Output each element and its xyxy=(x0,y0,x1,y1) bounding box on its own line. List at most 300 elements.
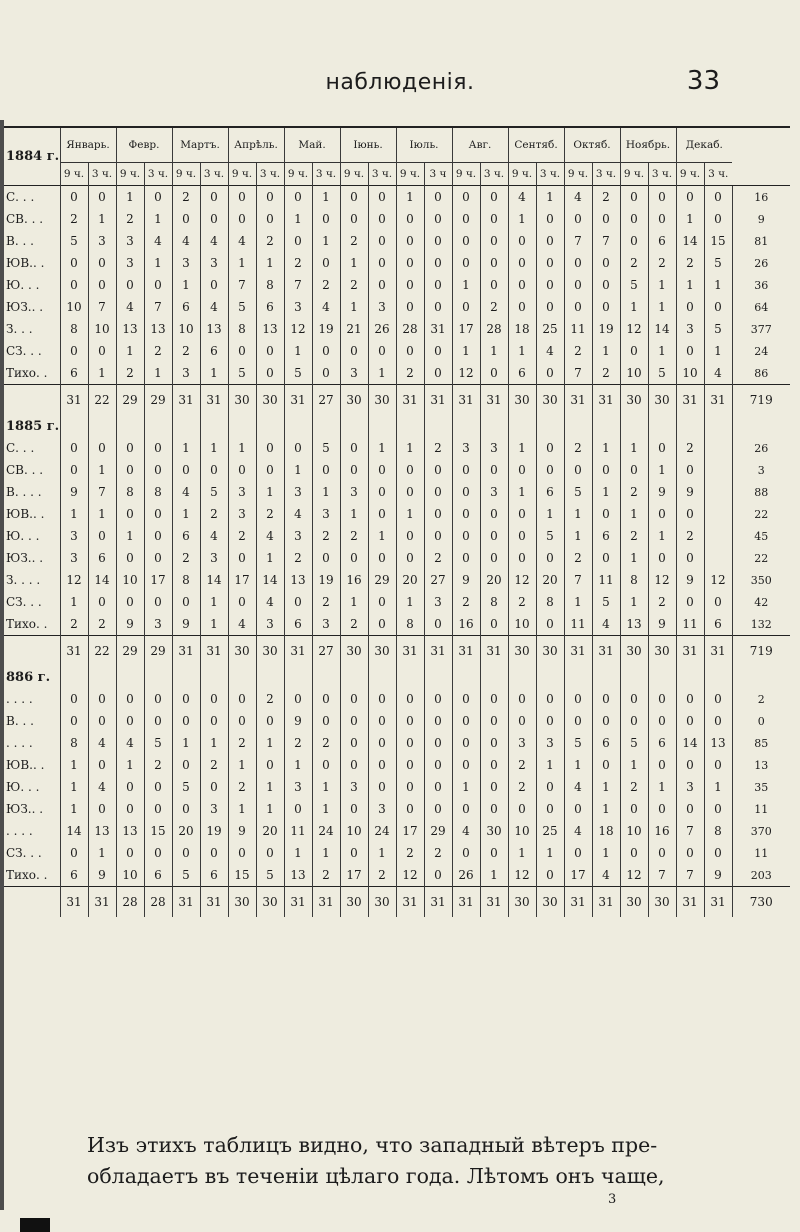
scan-edge-mark xyxy=(20,1218,50,1232)
table-row xyxy=(4,688,790,710)
table-cell: 0 xyxy=(508,230,536,252)
wind-direction-label: СЗ. . . xyxy=(6,846,42,860)
table-cell: 2 xyxy=(144,340,172,362)
table-cell: 17 xyxy=(564,864,592,887)
table-cell: 1 xyxy=(284,208,312,230)
table-cell: 1 xyxy=(648,296,676,318)
table-cell: 25 xyxy=(536,820,564,842)
table-cell: 20 xyxy=(536,569,564,591)
table-cell: 11 xyxy=(676,613,704,636)
table-cell: 0 xyxy=(60,688,88,710)
table-cell: 4 xyxy=(144,230,172,252)
wind-direction-label: ЮВ.. . xyxy=(6,256,45,270)
blank-cell xyxy=(144,666,172,688)
days-count: 31 xyxy=(200,636,228,667)
blank-cell xyxy=(452,415,480,437)
table-cell: 0 xyxy=(256,362,284,385)
table-cell: 6 xyxy=(648,230,676,252)
table-cell: 0 xyxy=(116,274,144,296)
table-cell: 1 xyxy=(508,842,536,864)
table-cell: 0 xyxy=(592,503,620,525)
table-cell: 0 xyxy=(340,710,368,732)
row-total: 11 xyxy=(732,798,790,820)
table-cell: 0 xyxy=(200,459,228,481)
table-cell: 3 xyxy=(340,481,368,503)
hour-header: 3 ч. xyxy=(480,163,508,186)
table-cell: 0 xyxy=(452,186,480,209)
table-cell: 0 xyxy=(256,459,284,481)
table-cell: 9 xyxy=(284,710,312,732)
table-cell: 2 xyxy=(424,437,452,459)
table-cell: 0 xyxy=(592,208,620,230)
table-cell: 12 xyxy=(704,569,732,591)
table-cell: 8 xyxy=(704,820,732,842)
table-cell: 0 xyxy=(424,710,452,732)
table-cell: 7 xyxy=(88,481,116,503)
year-label-row xyxy=(4,415,790,437)
table-cell: 0 xyxy=(88,340,116,362)
blank-cell xyxy=(592,415,620,437)
table-cell: 3 xyxy=(536,732,564,754)
header-blank xyxy=(732,163,790,186)
table-cell: 0 xyxy=(312,754,340,776)
table-cell: 2 xyxy=(396,362,424,385)
table-cell: 17 xyxy=(340,864,368,887)
days-count: 30 xyxy=(340,887,368,918)
table-cell: 0 xyxy=(368,481,396,503)
table-cell: 0 xyxy=(312,252,340,274)
table-cell: 10 xyxy=(88,318,116,340)
table-cell: 1 xyxy=(648,459,676,481)
blank-cell xyxy=(564,415,592,437)
table-cell: 1 xyxy=(60,798,88,820)
table-cell: 0 xyxy=(144,591,172,613)
days-count: 28 xyxy=(116,887,144,918)
table-cell: 4 xyxy=(284,503,312,525)
table-cell: 2 xyxy=(564,340,592,362)
table-cell: 0 xyxy=(172,688,200,710)
table-cell: 5 xyxy=(536,525,564,547)
table-cell: 0 xyxy=(116,503,144,525)
days-count: 31 xyxy=(172,385,200,416)
table-cell: 14 xyxy=(200,569,228,591)
table-cell: 0 xyxy=(564,252,592,274)
table-cell: 0 xyxy=(536,688,564,710)
wind-direction-label: ЮВ.. . xyxy=(6,507,45,521)
days-total: 719 xyxy=(732,385,790,416)
blank-cell xyxy=(704,415,732,437)
table-cell: 0 xyxy=(312,710,340,732)
days-count: 31 xyxy=(284,636,312,667)
table-cell: 17 xyxy=(228,569,256,591)
table-cell: 1 xyxy=(592,340,620,362)
table-cell: 11 xyxy=(592,569,620,591)
table-cell: 29 xyxy=(424,820,452,842)
table-cell: 0 xyxy=(340,340,368,362)
table-cell: 5 xyxy=(172,776,200,798)
table-cell: 0 xyxy=(200,274,228,296)
table-cell xyxy=(704,547,732,569)
table-cell: 0 xyxy=(116,798,144,820)
table-cell: 0 xyxy=(144,186,172,209)
table-cell: 2 xyxy=(340,613,368,636)
days-count: 29 xyxy=(116,385,144,416)
table-cell: 1 xyxy=(312,798,340,820)
table-cell: 13 xyxy=(704,732,732,754)
table-row xyxy=(4,503,790,525)
table-cell: 1 xyxy=(676,208,704,230)
table-cell: 1 xyxy=(620,591,648,613)
table-cell: 29 xyxy=(368,569,396,591)
table-cell: 0 xyxy=(144,503,172,525)
table-cell: 3 xyxy=(676,776,704,798)
table-cell: 0 xyxy=(368,613,396,636)
blank-cell xyxy=(704,666,732,688)
days-count: 30 xyxy=(368,887,396,918)
table-cell: 4 xyxy=(312,296,340,318)
blank-cell xyxy=(116,415,144,437)
table-cell: 0 xyxy=(480,503,508,525)
blank-cell xyxy=(508,415,536,437)
table-cell: 3 xyxy=(368,296,396,318)
table-cell: 0 xyxy=(564,688,592,710)
row-total: 24 xyxy=(732,340,790,362)
table-cell: 10 xyxy=(116,864,144,887)
wind-direction-label: СЗ. . . xyxy=(6,595,42,609)
table-cell: 0 xyxy=(256,208,284,230)
table-cell: 1 xyxy=(200,613,228,636)
table-cell: 0 xyxy=(144,547,172,569)
table-cell: 0 xyxy=(424,252,452,274)
table-cell: 2 xyxy=(312,274,340,296)
table-cell: 1 xyxy=(88,459,116,481)
table-cell: 0 xyxy=(648,186,676,209)
wind-direction-label: Ю. . . xyxy=(6,278,40,292)
table-cell: 0 xyxy=(60,274,88,296)
table-row xyxy=(4,296,790,318)
table-cell: 1 xyxy=(312,481,340,503)
table-cell: 0 xyxy=(536,362,564,385)
table-cell: 0 xyxy=(284,798,312,820)
days-count: 31 xyxy=(172,636,200,667)
blank-cell xyxy=(564,666,592,688)
table-cell: 0 xyxy=(368,503,396,525)
table-cell: 14 xyxy=(676,732,704,754)
table-cell: 0 xyxy=(396,459,424,481)
table-cell: 17 xyxy=(396,820,424,842)
hour-header: 3 ч. xyxy=(368,163,396,186)
table-cell: 0 xyxy=(88,688,116,710)
table-cell: 13 xyxy=(620,613,648,636)
table-cell: 5 xyxy=(648,362,676,385)
month-header: Октяб. xyxy=(564,127,620,163)
days-count: 31 xyxy=(592,385,620,416)
table-cell: 0 xyxy=(144,710,172,732)
table-cell: 3 xyxy=(88,230,116,252)
table-cell: 2 xyxy=(200,503,228,525)
days-count: 30 xyxy=(340,636,368,667)
table-row xyxy=(4,569,790,591)
table-cell: 0 xyxy=(368,591,396,613)
table-cell: 0 xyxy=(480,362,508,385)
days-count: 31 xyxy=(88,887,116,918)
blank-cell xyxy=(620,666,648,688)
table-cell: 14 xyxy=(648,318,676,340)
days-summary-row xyxy=(4,887,790,918)
summary-spacer xyxy=(4,887,60,918)
row-total: 88 xyxy=(732,481,790,503)
table-cell: 1 xyxy=(256,481,284,503)
days-count: 30 xyxy=(228,887,256,918)
table-cell: 4 xyxy=(452,820,480,842)
table-cell: 3 xyxy=(508,732,536,754)
table-cell: 9 xyxy=(452,569,480,591)
table-cell: 0 xyxy=(368,754,396,776)
table-cell: 0 xyxy=(592,710,620,732)
month-header: Апрѣль. xyxy=(228,127,284,163)
table-cell: 6 xyxy=(508,362,536,385)
table-cell: 9 xyxy=(648,481,676,503)
table-cell: 0 xyxy=(620,208,648,230)
table-cell: 0 xyxy=(480,732,508,754)
table-cell: 5 xyxy=(704,252,732,274)
row-total: 0 xyxy=(732,710,790,732)
days-count: 31 xyxy=(424,887,452,918)
table-cell: 0 xyxy=(424,296,452,318)
summary-spacer xyxy=(4,636,60,667)
table-cell: 4 xyxy=(200,525,228,547)
table-cell: 1 xyxy=(536,754,564,776)
days-count: 30 xyxy=(256,887,284,918)
table-cell: 1 xyxy=(200,362,228,385)
table-cell: 1 xyxy=(564,591,592,613)
table-cell: 0 xyxy=(536,437,564,459)
table-cell: 1 xyxy=(144,362,172,385)
table-cell: 0 xyxy=(704,296,732,318)
table-cell: 2 xyxy=(340,274,368,296)
days-count: 31 xyxy=(452,636,480,667)
table-cell: 0 xyxy=(424,613,452,636)
table-row xyxy=(4,318,790,340)
year-label: 1885 г. xyxy=(6,418,60,434)
days-count: 30 xyxy=(508,636,536,667)
hour-header: 9 ч. xyxy=(564,163,592,186)
table-cell: 0 xyxy=(60,710,88,732)
table-cell: 0 xyxy=(396,525,424,547)
table-cell: 0 xyxy=(88,525,116,547)
table-cell: 3 xyxy=(340,776,368,798)
table-cell: 9 xyxy=(60,481,88,503)
blank-cell xyxy=(536,666,564,688)
table-cell: 0 xyxy=(116,688,144,710)
days-summary-row xyxy=(4,385,790,416)
table-cell: 2 xyxy=(620,252,648,274)
table-cell: 8 xyxy=(172,569,200,591)
table-cell: 0 xyxy=(452,481,480,503)
table-cell: 4 xyxy=(228,230,256,252)
table-cell: 0 xyxy=(592,274,620,296)
table-cell: 2 xyxy=(648,591,676,613)
table-row xyxy=(4,340,790,362)
table-cell: 0 xyxy=(648,798,676,820)
table-cell: 20 xyxy=(480,569,508,591)
table-cell: 0 xyxy=(424,776,452,798)
table-cell: 0 xyxy=(284,688,312,710)
table-row xyxy=(4,230,790,252)
days-count: 28 xyxy=(144,887,172,918)
table-cell: 0 xyxy=(452,503,480,525)
table-cell: 2 xyxy=(172,547,200,569)
table-cell: 0 xyxy=(480,710,508,732)
hour-header: 3 ч. xyxy=(704,163,732,186)
table-cell: 0 xyxy=(480,842,508,864)
table-cell: 1 xyxy=(340,503,368,525)
days-count: 31 xyxy=(60,636,88,667)
table-cell: 0 xyxy=(592,688,620,710)
table-cell: 0 xyxy=(396,208,424,230)
table-cell: 0 xyxy=(424,459,452,481)
table-cell: 0 xyxy=(564,274,592,296)
days-count: 30 xyxy=(648,385,676,416)
table-cell: 6 xyxy=(704,613,732,636)
table-cell: 0 xyxy=(172,459,200,481)
table-cell: 1 xyxy=(200,591,228,613)
table-cell: 2 xyxy=(620,525,648,547)
table-cell: 0 xyxy=(200,208,228,230)
table-cell: 3 xyxy=(452,437,480,459)
days-count: 31 xyxy=(704,385,732,416)
blank-cell xyxy=(396,415,424,437)
table-cell: 0 xyxy=(452,230,480,252)
table-cell: 0 xyxy=(116,591,144,613)
table-cell: 0 xyxy=(284,437,312,459)
table-cell: 3 xyxy=(228,481,256,503)
hour-header: 9 ч. xyxy=(452,163,480,186)
blank-cell xyxy=(396,666,424,688)
table-cell: 0 xyxy=(312,459,340,481)
hour-header: 3 ч. xyxy=(256,163,284,186)
table-cell: 0 xyxy=(452,208,480,230)
table-cell: 0 xyxy=(508,503,536,525)
table-row xyxy=(4,525,790,547)
table-row xyxy=(4,864,790,887)
table-cell: 0 xyxy=(676,459,704,481)
hour-header: 3 ч. xyxy=(88,163,116,186)
table-row xyxy=(4,208,790,230)
table-cell: 0 xyxy=(424,274,452,296)
blank-cell xyxy=(508,666,536,688)
days-count: 31 xyxy=(564,636,592,667)
wind-direction-label: В. . . . xyxy=(6,485,42,499)
table-cell: 1 xyxy=(172,732,200,754)
table-cell: 2 xyxy=(396,842,424,864)
table-cell: 0 xyxy=(144,798,172,820)
table-cell: 0 xyxy=(508,525,536,547)
table-cell: 28 xyxy=(396,318,424,340)
blank-cell xyxy=(648,415,676,437)
table-cell: 0 xyxy=(172,798,200,820)
table-cell: 12 xyxy=(508,864,536,887)
table-cell: 6 xyxy=(592,732,620,754)
table-cell: 2 xyxy=(508,776,536,798)
table-cell: 1 xyxy=(88,842,116,864)
table-cell: 9 xyxy=(676,481,704,503)
table-cell: 1 xyxy=(340,591,368,613)
row-total: 13 xyxy=(732,754,790,776)
table-cell: 0 xyxy=(368,230,396,252)
table-cell: 1 xyxy=(508,481,536,503)
table-cell: 0 xyxy=(312,340,340,362)
table-cell: 0 xyxy=(480,798,508,820)
table-cell: 2 xyxy=(256,230,284,252)
table-cell: 27 xyxy=(424,569,452,591)
table-cell: 2 xyxy=(452,591,480,613)
wind-direction-label: Тихо. . xyxy=(6,868,48,882)
table-cell: 0 xyxy=(480,613,508,636)
table-cell: 1 xyxy=(564,525,592,547)
table-cell: 10 xyxy=(676,362,704,385)
table-cell: 0 xyxy=(200,776,228,798)
table-cell: 1 xyxy=(396,591,424,613)
table-cell: 0 xyxy=(592,547,620,569)
table-cell: 2 xyxy=(564,437,592,459)
table-cell: 0 xyxy=(144,525,172,547)
table-cell: 0 xyxy=(620,842,648,864)
table-cell: 6 xyxy=(648,732,676,754)
hour-header: 3 ч. xyxy=(200,163,228,186)
hour-header: 3 ч xyxy=(424,163,452,186)
table-row xyxy=(4,459,790,481)
table-cell: 0 xyxy=(228,842,256,864)
table-cell: 0 xyxy=(676,503,704,525)
row-total: 132 xyxy=(732,613,790,636)
table-cell: 0 xyxy=(144,776,172,798)
table-cell: 4 xyxy=(256,591,284,613)
table-cell: 0 xyxy=(536,459,564,481)
table-cell: 0 xyxy=(536,274,564,296)
table-cell: 0 xyxy=(340,688,368,710)
table-cell: 0 xyxy=(452,252,480,274)
blank-cell xyxy=(312,415,340,437)
table-cell: 0 xyxy=(620,340,648,362)
table-cell: 4 xyxy=(172,481,200,503)
table-cell: 2 xyxy=(60,613,88,636)
table-cell: 0 xyxy=(508,547,536,569)
table-cell: 1 xyxy=(228,754,256,776)
table-cell: 0 xyxy=(340,754,368,776)
table-cell: 2 xyxy=(228,776,256,798)
blank-cell xyxy=(452,666,480,688)
table-cell: 13 xyxy=(88,820,116,842)
table-cell: 5 xyxy=(256,864,284,887)
month-header: Январь. xyxy=(60,127,116,163)
table-cell: 0 xyxy=(60,842,88,864)
blank-cell xyxy=(592,666,620,688)
month-header: Іюль. xyxy=(396,127,452,163)
table-cell: 9 xyxy=(676,569,704,591)
table-cell: 0 xyxy=(228,591,256,613)
wind-direction-label: СЗ. . . xyxy=(6,344,42,358)
table-cell: 7 xyxy=(676,864,704,887)
days-count: 31 xyxy=(564,887,592,918)
days-count: 31 xyxy=(452,385,480,416)
table-cell: 12 xyxy=(60,569,88,591)
month-header-row xyxy=(4,127,790,163)
days-count: 22 xyxy=(88,636,116,667)
table-cell: 0 xyxy=(312,688,340,710)
wind-direction-label: ЮЗ.. . xyxy=(6,300,44,314)
month-header: Іюнь. xyxy=(340,127,396,163)
